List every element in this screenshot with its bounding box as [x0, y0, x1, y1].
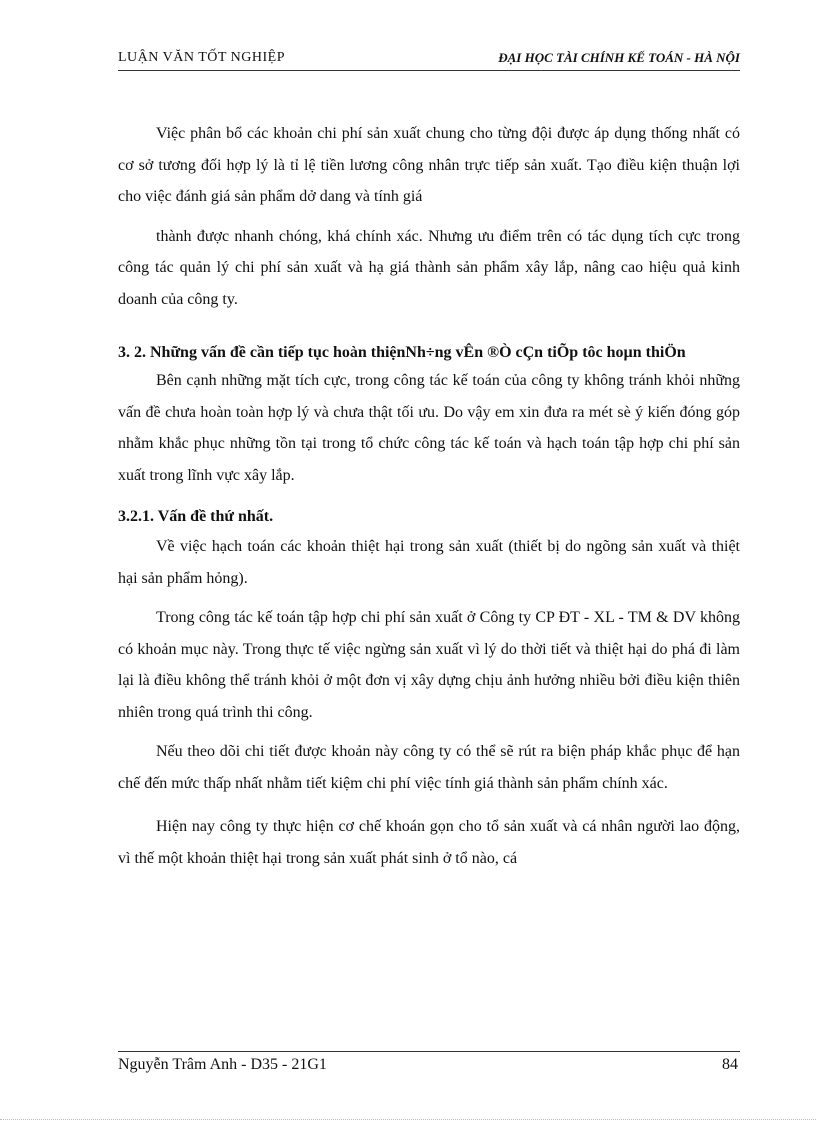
footer-author: Nguyễn Trâm Anh - D35 - 21G1 [118, 1056, 327, 1073]
paragraph-contract-mechanism: Hiện nay công ty thực hiện cơ chế khoán gọn cho tổ sản xuất và cá nhân người lao động, vì thế một khoản thiệt hại trong sản xuất phát sinh ở tổ nào, cá [118, 818, 740, 867]
paragraph-advantages: thành được nhanh chóng, khá chính xác. Nhưng ưu điểm trên có tác dụng tích cực trong công tác quản lý chi phí sản xuất và hạ giá thành sản phẩm xây lắp, nâng cao hiệu quả kinh doanh của công ty. [118, 227, 740, 308]
section-heading-3-2-1: 3.2.1. Vấn đề thứ nhất. [118, 508, 274, 525]
header-university: ĐẠI HỌC TÀI CHÍNH KẾ TOÁN - HÀ NỘI [498, 50, 740, 65]
paragraph-company-practice: Trong công tác kế toán tập hợp chi phí sản xuất ở Công ty CP ĐT - XL - TM & DV không có khoản mục này. Trong thực tế việc ngừng sản xuất vì lý do thời tiết và thiệt hại do phá đi làm lại là điều không thể tránh khỏi ở một đơn vị xây dựng chịu ảnh hưởng nhiều bởi điều kiện thiên nhiên trong quá trình thi công. [118, 609, 740, 721]
paragraph-cost-allocation: Việc phân bổ các khoản chi phí sản xuất chung cho từng đội được áp dụng thống nhất có cơ sở tương đối hợp lý là tỉ lệ tiền lương công nhân trực tiếp sản xuất. Tạo điều kiện thuận lợi cho việc đánh giá sản phẩm dở dang và tính giá [118, 125, 740, 205]
section-heading-3-2: 3. 2. Những vấn đề cần tiếp tục hoàn thiệnNh÷ng vÊn ®Ò cÇn tiÕp tôc hoµn thiÖn [118, 344, 686, 361]
paragraph-damage-accounting: Về việc hạch toán các khoản thiệt hại trong sản xuất (thiết bị do ngõng sản xuất và thiệt hại sản phẩm hỏng). [118, 538, 740, 587]
page-footer [118, 1056, 740, 1076]
page-body [118, 118, 740, 874]
header-thesis-title: LUẬN VĂN TỐT NGHIỆP [118, 50, 285, 65]
footer-divider [118, 1051, 740, 1052]
paragraph-improvements-intro: Bên cạnh những mặt tích cực, trong công tác kế toán của công ty không tránh khỏi những vấn đề chưa hoàn toàn hợp lý và chưa thật tối ưu. Do vậy em xin đưa ra mét sè ý kiến đóng góp nhằm khắc phục những tồn tại trong tổ chức công tác kế toán và hạch toán tập hợp chi phí sản xuất trong lĩnh vực xây lắp. [118, 372, 740, 484]
page-number: 84 [722, 1056, 738, 1073]
page-header [118, 50, 740, 68]
page-edge-divider [0, 1119, 816, 1120]
paragraph-detailed-tracking: Nếu theo dõi chi tiết được khoản này công ty có thể sẽ rút ra biện pháp khắc phục để hạn chế đến mức thấp nhất nhằm tiết kiệm chi phí việc tính giá thành sản phẩm chính xác. [118, 743, 740, 792]
header-divider [118, 70, 740, 71]
